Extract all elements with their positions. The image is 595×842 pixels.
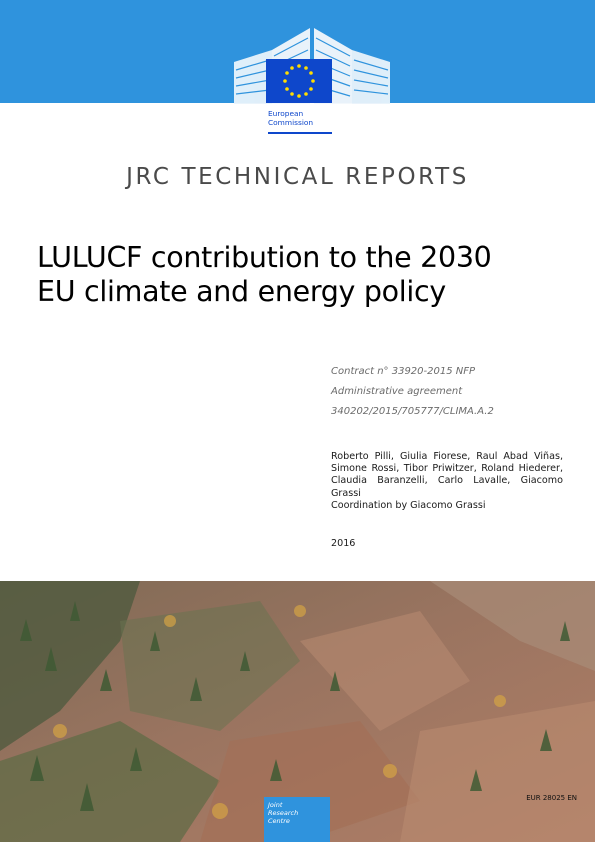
contract-number: Contract n° 33920-2015 NFP <box>331 366 476 377</box>
series-title: JRC TECHNICAL REPORTS <box>126 164 469 190</box>
jrc-line-research: Research <box>268 809 299 818</box>
jrc-label <box>268 801 298 826</box>
logo-wordmark <box>268 109 334 127</box>
logo-line-commission: Commission <box>268 118 314 127</box>
author-list: Roberto Pilli, Giulia Fiorese, Raul Abad Viñas, Simone Rossi, Tibor Priwitzer, Roland Hiederer, Claudia Baranzelli, Carlo Lavalle, Giacomo Grassi <box>331 451 563 499</box>
agreement-reference: 340202/2015/705777/CLIMA.A.2 <box>331 406 494 417</box>
jrc-badge <box>264 797 330 842</box>
title-line-2: EU climate and energy policy <box>37 275 446 308</box>
logo-underline <box>268 132 332 134</box>
jrc-line-centre: Centre <box>268 817 290 826</box>
title-line-1: LULUCF contribution to the 2030 <box>37 241 492 274</box>
publication-year: 2016 <box>331 538 356 549</box>
jrc-line-joint: Joint <box>268 801 283 809</box>
agreement-type: Administrative agreement <box>331 386 463 397</box>
contract-block <box>331 362 571 422</box>
report-number: EUR 28025 EN <box>526 794 577 802</box>
coordination-note: Coordination by Giacomo Grassi <box>331 500 486 511</box>
document-title <box>37 241 577 309</box>
logo-line-european: European <box>268 109 304 118</box>
